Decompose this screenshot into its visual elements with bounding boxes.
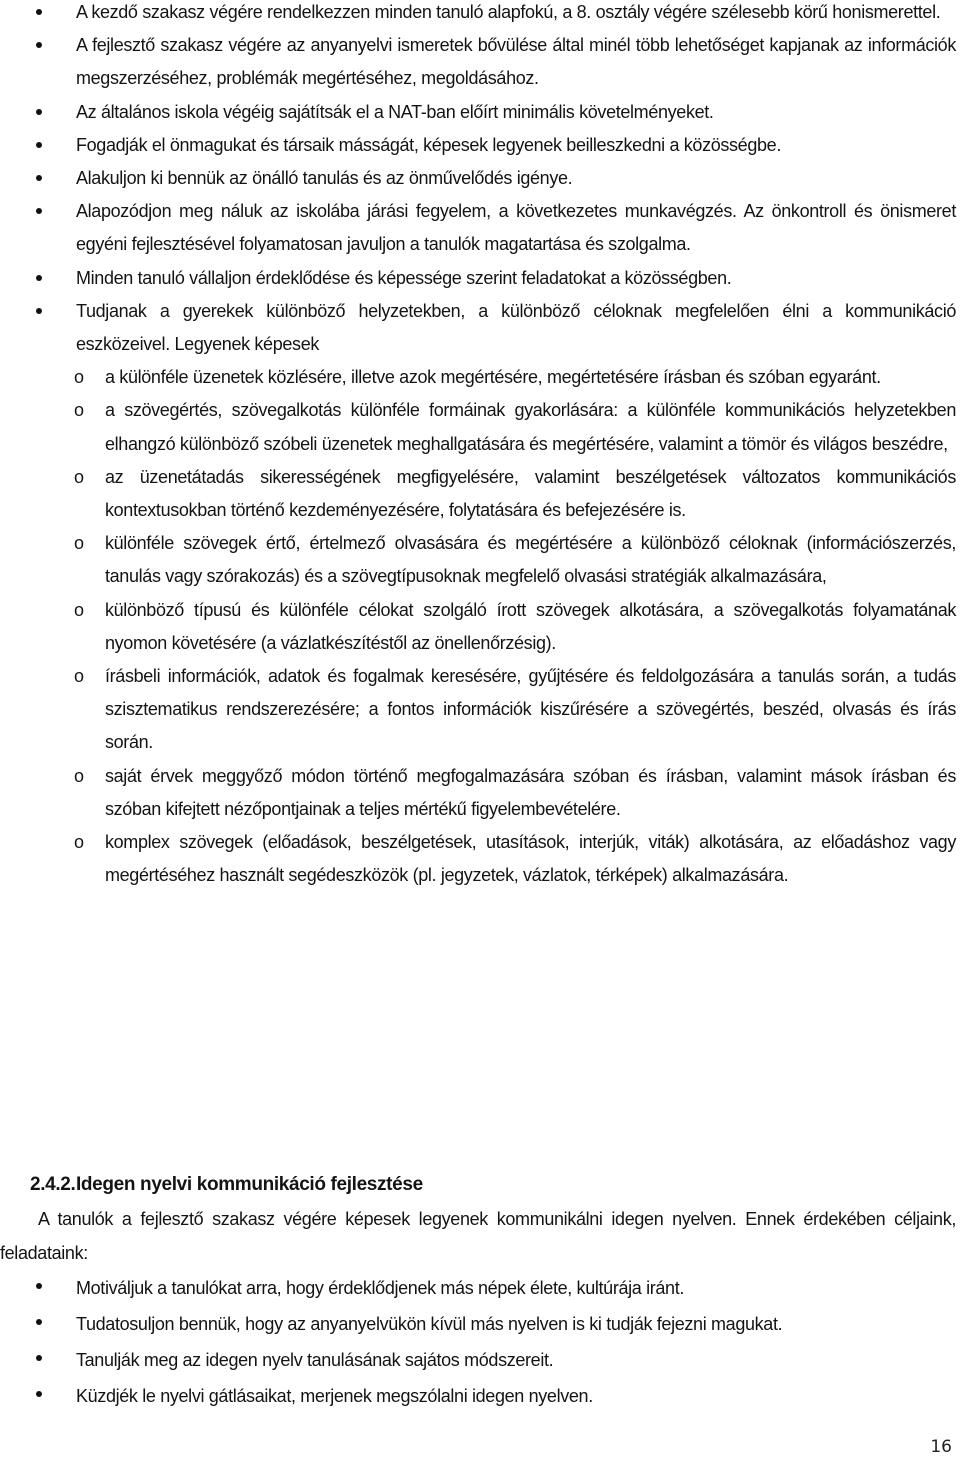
circle-bullet: o <box>74 533 84 554</box>
list-item-text: Motiváljuk a tanulókat arra, hogy érdeklődjenek más népek élete, kultúrája iránt. <box>76 1278 685 1298</box>
list-item <box>76 1306 956 1342</box>
list-item-text: írásbeli információk, adatok és fogalmak keresésére, gyűjtésére és feldolgozására a tanulás során, a tudás szisztematikus rendszerezésére; a fontos információk kiszűrésére a szövegértés, beszéd, olvasás és írás során. <box>105 666 956 753</box>
list-item-text: az üzenetátadás sikerességének megfigyelésére, valamint beszélgetések változatos kommunikációs kontextusokban történő kezdeményezésére, folytatására és befejezésére is. <box>105 466 956 521</box>
list-item <box>76 0 956 29</box>
section-heading <box>30 1169 423 1201</box>
bullet-icon <box>36 42 42 48</box>
list-item <box>76 1270 956 1306</box>
circle-bullet: o <box>74 765 84 786</box>
list-item-text: Tanulják meg az idegen nyelv tanulásának sajátos módszereit. <box>76 1350 554 1370</box>
list-item <box>76 1342 956 1378</box>
sub-list-item <box>74 660 956 760</box>
list-item-text: komplex szövegek (előadások, beszélgetések, utasítások, interjúk, viták) alkotására, az előadáshoz vagy megértéséhez használt segédeszközök (pl. jegyzetek, vázlatok, térképek) alkalmazására. <box>105 832 956 886</box>
list-item-text: Az általános iskola végéig sajátítsák el a NAT-ban előírt minimális követelményeket. <box>76 101 714 122</box>
circle-bullet: o <box>74 599 84 620</box>
sub-list-item <box>74 527 956 593</box>
sub-list-item <box>74 461 956 527</box>
list-item-text: Fogadják el önmagukat és társaik másságát, képesek legyenek beilleszkedni a közösségbe. <box>76 134 781 155</box>
section-intro: A tanulók a fejlesztő szakasz végére képesek legyenek kommunikálni idegen nyelven. Ennek érdekében céljaink, feladataink: <box>0 1209 956 1263</box>
list-item <box>76 295 956 361</box>
bullet-icon <box>36 1391 42 1397</box>
list-item-text: A fejlesztő szakasz végére az anyanyelvi ismeretek bővülése által minél több lehetőséget kapjanak az információk megszerzéséhez, problémák megértéséhez, megoldásához. <box>76 35 956 89</box>
list-item-text: Alakuljon ki bennük az önálló tanulás és az önművelődés igénye. <box>76 168 573 189</box>
sub-list-item <box>74 760 956 826</box>
list-item <box>76 1378 956 1414</box>
circle-bullet: o <box>74 466 84 487</box>
list-item <box>76 195 956 261</box>
list-item-text: saját érvek meggyőző módon történő megfogalmazására szóban és írásban, valamint mások írásban és szóban kifejtett nézőpontjainak a teljes mértékű figyelembevételére. <box>105 765 956 819</box>
bullet-icon <box>36 9 42 15</box>
bullet-icon <box>36 109 42 115</box>
list-item <box>76 129 956 162</box>
list-item-text: Tudjanak a gyerekek különböző helyzetekben, a különböző céloknak megfelelően élni a kommunikáció eszközeivel. Legyenek képesek <box>76 300 956 355</box>
list-item-text: a különféle üzenetek közlésére, illetve azok megértésére, megértetésére írásban és szóban egyaránt. <box>105 367 881 388</box>
bullet-icon <box>36 175 42 181</box>
bullet-icon <box>36 1355 42 1361</box>
sub-list-item <box>74 594 956 660</box>
bullet-icon <box>36 1283 42 1289</box>
list-item-text: a szövegértés, szövegalkotás különféle formáinak gyakorlására: a különféle kommunikációs helyzetekben elhangzó különböző szóbeli üzenetek meghallgatására és megértésére, valamint a tömör és világos beszédre, <box>105 400 956 454</box>
bullet-icon <box>36 142 42 148</box>
list-item-text: Minden tanuló vállaljon érdeklődése és képessége szerint feladatokat a közösségben. <box>76 267 732 288</box>
sub-list-item <box>74 826 956 892</box>
list-item-text: Alapozódjon meg náluk az iskolába járási fegyelem, a következetes munkavégzés. Az önkontroll és önismeret egyéni fejlesztésével folyamatosan javuljon a tanulók magatartása és szolgalma. <box>76 201 956 255</box>
bullet-icon <box>36 208 42 214</box>
circle-bullet: o <box>74 666 84 687</box>
section-number: 2.4.2. <box>30 1174 76 1195</box>
list-item <box>76 96 956 129</box>
list-item <box>76 162 956 195</box>
list-item-text: Tudatosuljon bennük, hogy az anyanyelvükön kívül más nyelven is ki tudják fejezni magukat. <box>76 1314 783 1334</box>
sub-list-item <box>74 394 956 460</box>
list-item-text: különböző típusú és különféle célokat szolgáló írott szövegek alkotására, a szövegalkotás folyamatának nyomon követésére (a vázlatkészítéstől az önellenőrzésig). <box>105 599 956 653</box>
bullet-icon <box>36 1319 42 1325</box>
sub-list-item <box>74 361 956 394</box>
circle-bullet: o <box>74 367 84 388</box>
list-item <box>76 262 956 295</box>
bullet-icon <box>36 308 42 314</box>
bullet-icon <box>36 275 42 281</box>
circle-bullet: o <box>74 400 84 421</box>
circle-bullet: o <box>74 832 84 853</box>
list-item <box>76 29 956 95</box>
list-item-text: A kezdő szakasz végére rendelkezzen minden tanuló alapfokú, a 8. osztály végére szélesebb körű honismerettel. <box>76 2 941 22</box>
list-item-text: Küzdjék le nyelvi gátlásaikat, merjenek megszólalni idegen nyelven. <box>76 1386 593 1406</box>
section-title: Idegen nyelvi kommunikáció fejlesztése <box>76 1174 423 1195</box>
list-item-text: különféle szövegek értő, értelmező olvasására és megértésére a különböző céloknak (információszerzés, tanulás vagy szórakozás) és a szövegtípusoknak megfelelő olvasási stratégiák alkalmazására, <box>105 533 956 587</box>
page-number: 16 <box>930 1437 952 1457</box>
foreign-language-goals-list <box>0 1270 960 1414</box>
